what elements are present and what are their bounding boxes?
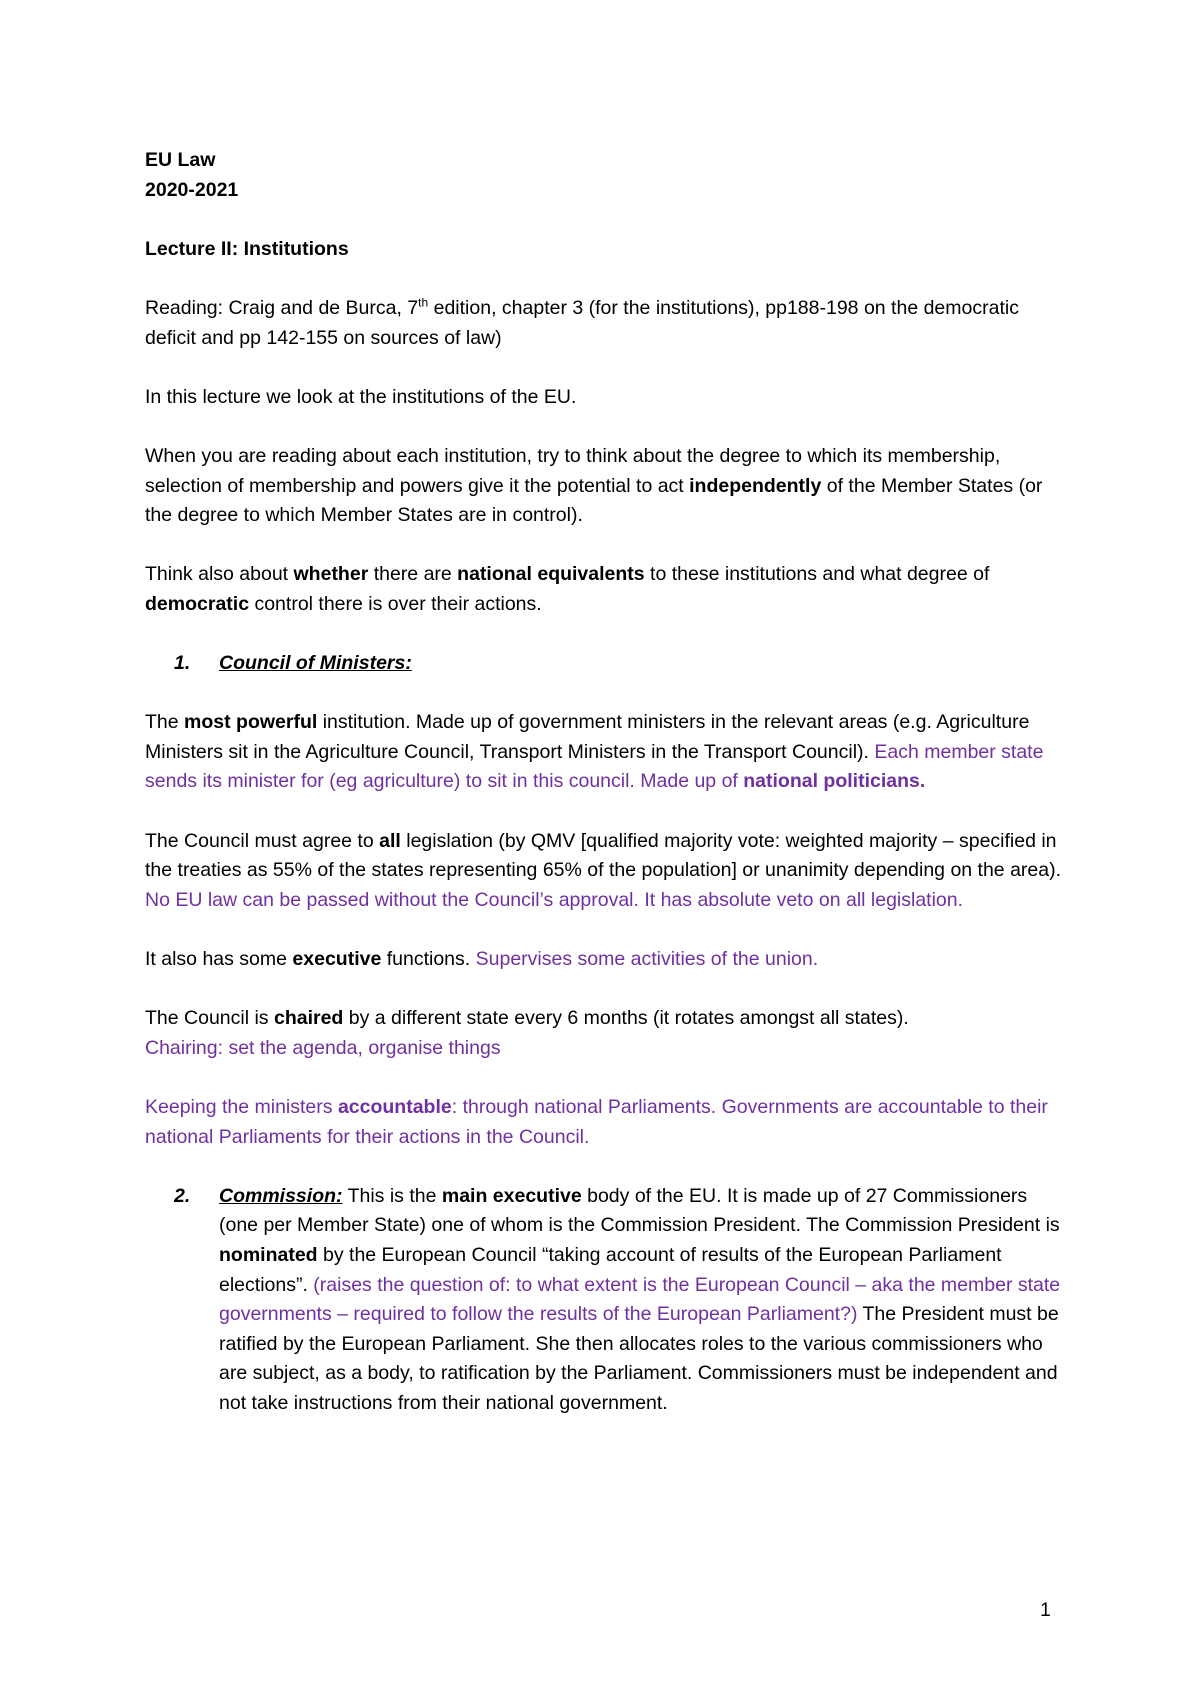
council-title: Council of Ministers:	[219, 652, 412, 675]
academic-year: 2020-2021	[145, 178, 239, 201]
council-paragraph-chairing: The Council is chaired by a different state every 6 months (it rotates amongst all states). Chairing: set the agenda, organise things	[145, 1007, 909, 1059]
annotation-note: Supervises some activities of the union.	[475, 948, 819, 971]
think-also-paragraph: Think also about whether there are national equivalents to these institutions and what degree of democratic control there is over their actions.	[145, 563, 990, 615]
reading-tip-paragraph: When you are reading about each institution, try to think about the degree to which its membership, selection of membership and powers give it the potential to act independently of the Member States (or the degree to which Member States are in control).	[145, 444, 1043, 527]
annotation-note: national politicians.	[743, 770, 926, 793]
reading-paragraph: Reading: Craig and de Burca, 7th edition, chapter 3 (for the institutions), pp188-198 on the democratic deficit and pp 142-155 on sources of law)	[145, 295, 1019, 349]
council-paragraph-legislation: The Council must agree to all legislation (by QMV [qualified majority vote: weighted majority – specified in the treaties as 55% of the states representing 65% of the population] or unanimity depending on the area). No EU law can be passed without the Council’s approval. It has absolute veto on all legislation.	[145, 829, 1062, 911]
annotation-note: (raises the question of: to what extent is the European Council – aka the member state governments – required to follow the results of the European Parliament?)	[219, 1273, 1061, 1326]
document-body	[145, 146, 1070, 1448]
council-paragraph-executive: It also has some executive functions. Supervises some activities of the union.	[145, 948, 819, 971]
annotation-note: Chairing: set the agenda, organise things	[145, 1036, 501, 1059]
document-header	[145, 146, 1070, 205]
list-number: 1.	[174, 652, 191, 675]
council-paragraph-composition: The most powerful institution. Made up of government ministers in the relevant areas (e.g. Agriculture Ministers sit in the Agriculture Council, Transport Ministers in the Transport Council). Each member state sends its minister for (eg agriculture) to sit in this council. Made up of national politicians.	[145, 711, 1044, 793]
intro-paragraph: In this lecture we look at the institutions of the EU.	[145, 385, 577, 408]
council-heading	[145, 649, 1070, 679]
commission-item: 2. Commission: This is the main executive body of the EU. It is made up of 27 Commissioners (one per Member State) one of whom is the Commission President. The Commission President is nominated by the European Council “taking account of results of the European Parliament elections”. (raises the question of: to what extent is the European Council – aka the member state governments – required to follow the results of the European Parliament?) The President must be ratified by the European Parliament. She then allocates roles to the various commissioners who are subject, as a body, to ratification by the Parliament. Commissioners must be independent and not take instructions from their national government.	[145, 1182, 1070, 1419]
page-number: 1	[1040, 1599, 1051, 1621]
course-title: EU Law	[145, 149, 216, 171]
list-number: 2.	[174, 1184, 191, 1207]
commission-title: Commission:	[219, 1184, 343, 1207]
superscript-th: th	[418, 295, 429, 310]
council-paragraph-accountability: Keeping the ministers accountable: through national Parliaments. Governments are accountable to their national Parliaments for their actions in the Council.	[145, 1096, 1048, 1148]
lecture-title: Lecture II: Institutions	[145, 237, 349, 260]
annotation-note: No EU law can be passed without the Council’s approval. It has absolute veto on all legislation.	[145, 888, 964, 911]
annotation-note: Each member state sends its minister for (eg agriculture) to sit in this council. Made up of	[145, 740, 1044, 793]
